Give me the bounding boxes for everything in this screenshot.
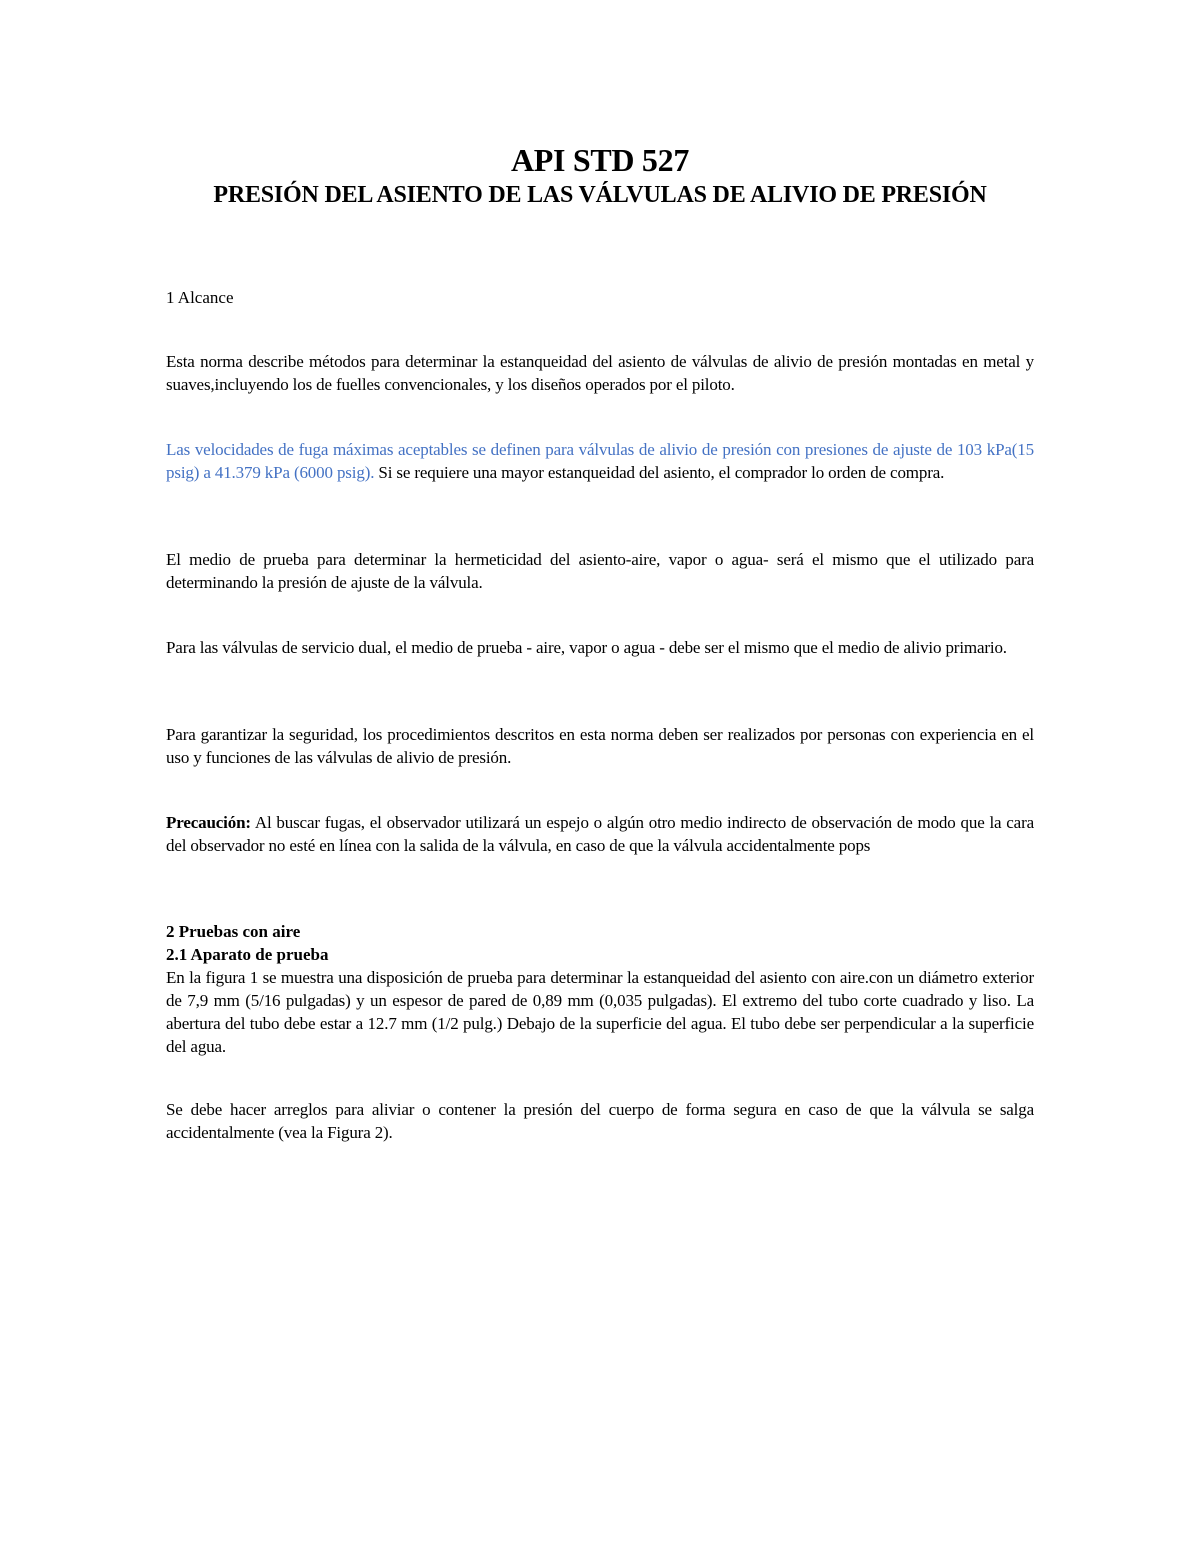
document-title: API STD 527 <box>510 142 690 178</box>
document-subtitle: PRESIÓN DEL ASIENTO DE LAS VÁLVULAS DE ALIVIO DE PRESIÓN <box>213 182 987 208</box>
paragraph-test-apparatus: En la figura 1 se muestra una disposición de prueba para determinar la estanqueidad del asiento con aire.con un diámetro exterior de 7,9 mm (5/16 pulgadas) y un espesor de pared de 0,89 mm (0,035 pulgadas). El extremo del tubo corte cuadrado y liso. La abertura del tubo debe estar a 12.7 mm (1/2 pulg.) Debajo de la superficie del agua. El tubo debe ser perpendicular a la superficie del agua. <box>166 968 1034 1056</box>
paragraph-text: Si se requiere una mayor estanqueidad del asiento, el comprador lo orden de compra. <box>374 463 945 482</box>
caution-text: Al buscar fugas, el observador utilizará un espejo o algún otro medio indirecto de observación de modo que la cara del observador no esté en línea con la salida de la válvula, en caso de que la válvula accidentalmente pops <box>166 813 1034 855</box>
section-heading-alcance: 1 Alcance <box>166 288 234 307</box>
highlighted-text: Las velocidades de fuga máximas aceptables se definen para válvulas de alivio de presión con presiones de ajuste de 103 kPa(15 psig) a 41.379 kPa (6000 psig). <box>166 440 1034 482</box>
paragraph-leak-rates <box>166 438 1034 484</box>
section-heading-pruebas-aire: 2 Pruebas con aire <box>166 922 301 941</box>
paragraph-caution <box>166 811 1034 857</box>
paragraph-pressure-relief-arrangement: Se debe hacer arreglos para aliviar o contener la presión del cuerpo de forma segura en caso de que la válvula se salga accidentalmente (vea la Figura 2). <box>166 1100 1034 1142</box>
caution-label: Precaución: <box>166 813 251 832</box>
paragraph-test-medium: El medio de prueba para determinar la hermeticidad del asiento-aire, vapor o agua- será el mismo que el utilizado para determinando la presión de ajuste de la válvula. <box>166 550 1034 592</box>
paragraph-safety: Para garantizar la seguridad, los procedimientos descritos en esta norma deben ser realizados por personas con experiencia en el uso y funciones de las válvulas de alivio de presión. <box>166 725 1034 767</box>
paragraph-scope-description: Esta norma describe métodos para determinar la estanqueidad del asiento de válvulas de alivio de presión montadas en metal y suaves,incluyendo los de fuelles convencionales, y los diseños operados por el piloto. <box>166 352 1034 394</box>
subsection-heading-aparato: 2.1 Aparato de prueba <box>166 945 329 964</box>
title-block <box>166 140 1034 211</box>
paragraph-dual-service: Para las válvulas de servicio dual, el medio de prueba - aire, vapor o agua - debe ser el mismo que el medio de alivio primario. <box>166 638 1007 657</box>
